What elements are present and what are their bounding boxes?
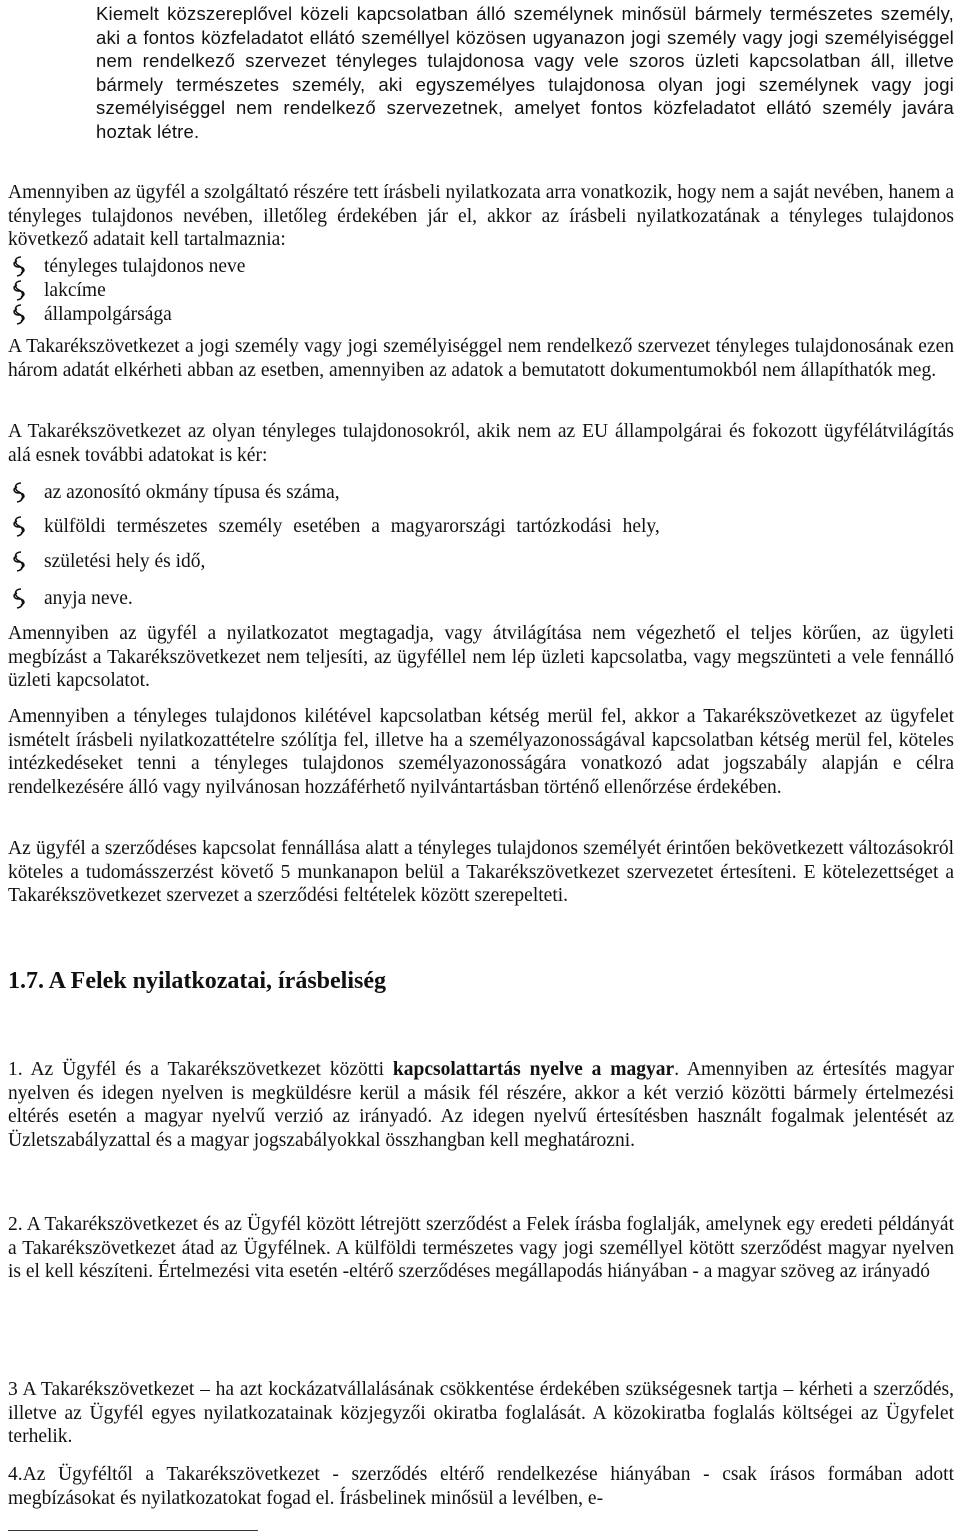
paragraph-non-eu-owners: A Takarékszövetkezet az olyan tényleges tulajdonosokról, akik nem az EU állampolgárai és fokozott ügyfélátvilágítás alá esnek további adatokat is kér: (8, 421, 954, 466)
list-item-text: anyja neve. (44, 588, 133, 609)
section-sign-bullet-icon (8, 279, 30, 302)
list-item-text: az azonosító okmány típusa és száma, (44, 482, 340, 503)
paragraph-beneficial-owner-declaration: Amennyiben az ügyfél a szolgáltató részére tett írásbeli nyilatkozata arra vonatkozik, hogy nem a saját nevében, hanem a tényleges tulajdonos nevében, illetőleg érdekében jár el, akkor az írásbeli nyilatkozatának a tényleges tulajdonos következő adatait kell tartalmaznia: (8, 182, 954, 250)
section-heading: 1.7. A Felek nyilatkozatai, írásbeliség (8, 968, 386, 994)
paragraph-pep-definition: Kiemelt közszereplővel közeli kapcsolatban álló személynek minősül bármely természetes személy, aki a fontos közfeladatot ellátó személlyel közösen ugyanazon jogi személy vagy jogi személyiséggel nem rendelkező szervezet tényleges tulajdonosa vagy vele szoros üzleti kapcsolatban áll, illetve bármely természetes személy, aki egyszemélyes tulajdonosa olyan jogi személynek vagy jogi személyiséggel nem rendelkező szervezetnek, amelyet fontos közfeladatot ellátó személy javára hoztak létre. (96, 3, 954, 142)
paragraph-written-orders: 4.Az Ügyféltől a Takarékszövetkezet - szerződés eltérő rendelkezése hiányában - csak írásos formában adott megbízásokat és nyilatkozatokat fogad el. Írásbelinek minősül a levélben, e- (8, 1464, 954, 1509)
list-item-text: tényleges tulajdonos neve (44, 256, 246, 277)
paragraph-data-request: A Takarékszövetkezet a jogi személy vagy jogi személyiséggel nem rendelkező szervezet tényleges tulajdonosának ezen három adatát elkérheti abban az esetben, amennyiben az adatok a bemutatott dokumentumokból nem állapíthatók meg. (8, 336, 954, 381)
section-sign-bullet-icon (8, 515, 30, 538)
paragraph-changes: Az ügyfél a szerződéses kapcsolat fennállása alatt a tényleges tulajdonos személyét érintően bekövetkezett változásokról köteles a tudomásszerzést követő 5 munkanapon belül a Takarékszövetkezet szervezetet értesíteni. E kötelezettséget a Takarékszövetkezet szervezet a szerződési feltételek között szerepelteti. (8, 838, 954, 906)
section-sign-bullet-icon (8, 481, 30, 504)
list-item-text: születési hely és idő, (44, 551, 206, 572)
paragraph-written-contract: 2. A Takarékszövetkezet és az Ügyfél között létrejött szerződést a Felek írásba foglalják, amelynek egy eredeti példányát a Takarékszövetkezet átad az Ügyfélnek. A külföldi természetes vagy jogi személlyel kötött szerződést magyar nyelven is el kell készíteni. Értelmezési vita esetén -eltérő szerződéses megállapodás hiányában - a magyar szöveg az irányadó (8, 1214, 954, 1282)
list-item-text: állampolgársága (44, 304, 172, 325)
section-sign-bullet-icon (8, 550, 30, 573)
section-sign-bullet-icon (8, 587, 30, 610)
language-text-end: . Amennyiben az értesítés magyar nyelven és idegen nyelven is megküldésre kerül a másik fél részére, akkor a két verzió közötti bármely értelmezési eltérés esetén a magyar nyelvű verzió az irányadó. Az idegen nyelvű értesítésben használt fogalmak jelentését az Üzletszabályzattal és a magyar jogszabályokkal összhangban kell meghatározni. (8, 1059, 954, 1151)
paragraph-language (8, 1058, 954, 1152)
paragraph-doubt: Amennyiben a tényleges tulajdonos kilétével kapcsolatban kétség merül fel, akkor a Takarékszövetkezet az ügyfelet ismételt írásbeli nyilatkozattételre szólítja fel, illetve ha a személyazonosságával kapcsolatban kétség merül fel, köteles intézkedéseket tenni a tényleges tulajdonos személyazonosságára vonatkozó adat jogszabály alapján e célra rendelkezésére álló vagy nyilvánosan hozzáférhető nyilvántartásban történő ellenőrzése érdekében. (8, 706, 954, 798)
paragraph-refusal: Amennyiben az ügyfél a nyilatkozatot megtagadja, vagy átvilágítása nem végezhető el teljes körűen, az ügyleti megbízást a Takarékszövetkezet nem teljesíti, az ügyféllel nem lép üzleti kapcsolatba, vagy megszünteti a vele fennálló üzleti kapcsolatot. (8, 623, 954, 691)
section-sign-bullet-icon (8, 303, 30, 326)
section-sign-bullet-icon (8, 255, 30, 278)
paragraph-notarial: 3 A Takarékszövetkezet – ha azt kockázatvállalásának csökkentése érdekében szükségesnek tartja – kérheti a szerződés, illetve az Ügyfél egyes nyilatkozatainak közjegyzői okiratba foglalását. A közokiratba foglalás költségei az Ügyfelet terhelik. (8, 1379, 954, 1447)
page-divider (8, 1530, 258, 1531)
language-emphasis: kapcsolattartás nyelve a magyar (392, 1059, 675, 1080)
list-item-text: lakcíme (44, 280, 106, 301)
list-item-text: külföldi természetes személy esetében a magyarországi tartózkodási hely, (44, 516, 660, 537)
language-text-start: 1. Az Ügyfél és a Takarékszövetkezet közötti (8, 1059, 393, 1080)
